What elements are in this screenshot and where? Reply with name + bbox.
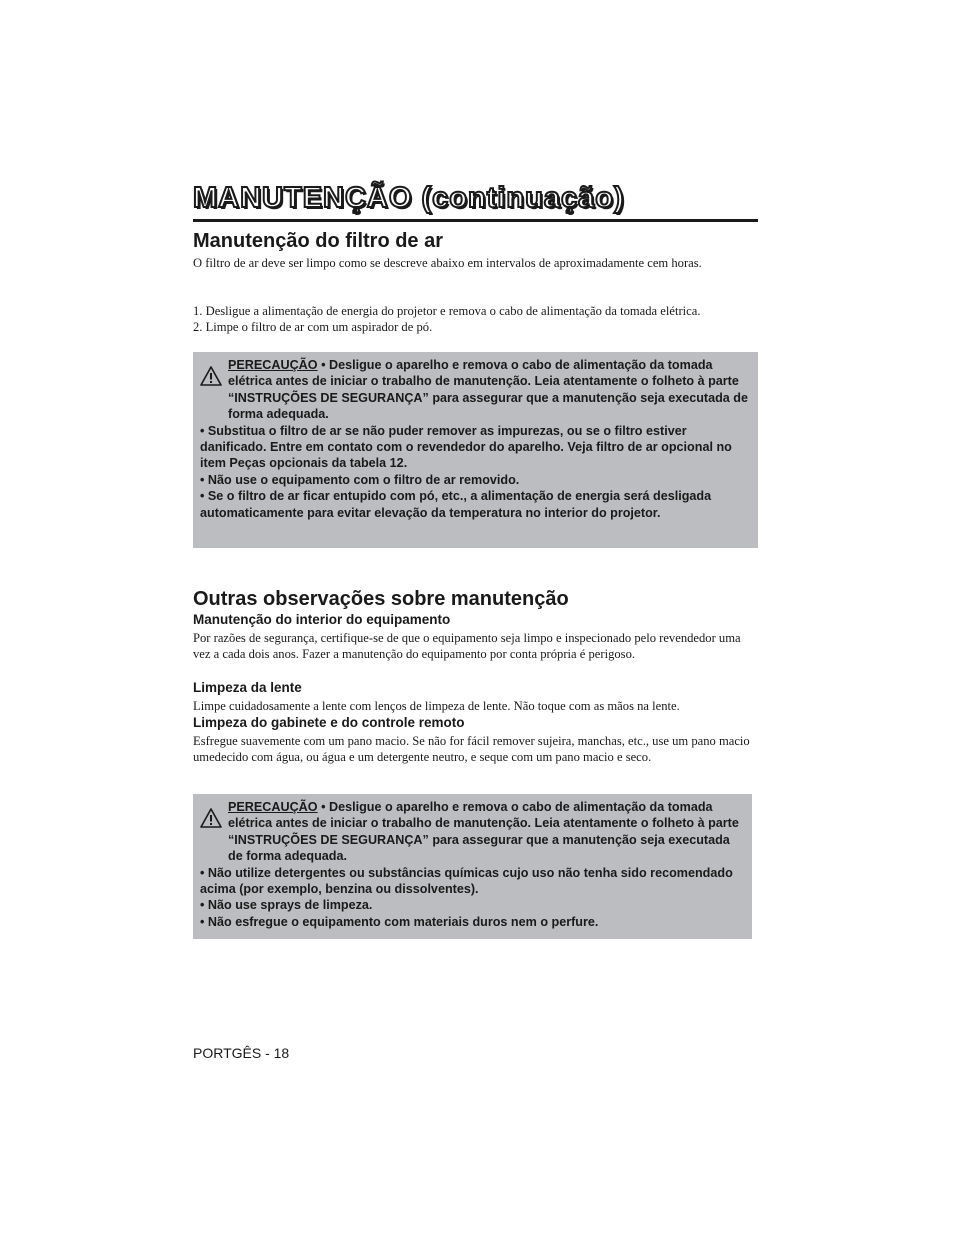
caution-text: • Desligue o aparelho e remova o cabo de alimentação da tomada elétrica antes de iniciar o trabalho de manutenção. Leia atentamente o folheto à parte “INSTRUÇÕES DE SEGURANÇA” para assegurar que a manutenção seja executada de forma adequada.	[228, 800, 739, 864]
caution-label: PERECAUÇÃO	[228, 800, 318, 814]
page-title: MANUTENÇÃO (continuação)	[193, 182, 625, 214]
warning-triangle-icon	[200, 366, 222, 386]
section-heading-other-maintenance: Outras observações sobre manutenção	[193, 588, 569, 610]
page-footer: PORTGÊS - 18	[193, 1045, 290, 1061]
subsection-text-interior: Por razões de segurança, certifique-se de que o equipamento seja limpo e inspecionado pelo revendedor uma vez a cada dois anos. Fazer a manutenção do equipamento por conta própria é perigoso.	[193, 631, 741, 662]
caution-box-cleaning	[193, 794, 752, 939]
caution-text: • Desligue o aparelho e remova o cabo de alimentação da tomada elétrica antes de iniciar o trabalho de manutenção. Leia atentamente o folheto à parte “INSTRUÇÕES DE SEGURANÇA” para assegurar que a manutenção seja executada de forma adequada.	[228, 358, 749, 422]
subsection-title-interior: Manutenção do interior do equipamento	[193, 612, 451, 627]
section-heading-air-filter: Manutenção do filtro de ar	[193, 230, 444, 252]
caution-bullet: • Não use sprays de limpeza.	[200, 898, 373, 913]
air-filter-intro: O filtro de ar deve ser limpo como se descreve abaixo em intervalos de aproximadamente cem horas.	[193, 256, 702, 270]
caution-bullet: • Não utilize detergentes ou substâncias químicas cujo uso não tenha sido recomendado acima (por exemplo, benzina ou dissolventes).	[200, 865, 733, 897]
subsection-title-cabinet: Limpeza do gabinete e do controle remoto	[193, 715, 465, 730]
subsection-text-cabinet: Esfregue suavemente com um pano macio. Se não for fácil remover sujeira, manchas, etc., use um pano macio umedecido com água, ou água e um detergente neutro, e seque com um pano macio e seco.	[193, 734, 750, 765]
subsection-text-lens: Limpe cuidadosamente a lente com lenços de limpeza de lente. Não toque com as mãos na lente.	[193, 699, 680, 713]
air-filter-step-2: 2. Limpe o filtro de ar com um aspirador de pó.	[193, 320, 433, 334]
caution-bullet: • Não use o equipamento com o filtro de ar removido.	[200, 472, 520, 487]
caution-bullet: • Não esfregue o equipamento com materiais duros nem o perfure.	[200, 914, 599, 929]
caution-first-paragraph	[200, 357, 752, 423]
caution-label: PERECAUÇÃO	[228, 358, 318, 372]
caution-box-air-filter	[193, 352, 758, 548]
caution-first-paragraph	[200, 799, 746, 865]
caution-bullet: • Se o filtro de ar ficar entupido com pó, etc., a alimentação de energia será desligada automaticamente para evitar elevação da temperatura no interior do projetor.	[200, 489, 712, 520]
caution-bullet: • Substitua o filtro de ar se não puder remover as impurezas, ou se o filtro estiver danificado. Entre em contato com o revendedor do aparelho. Veja filtro de ar opcional no item Peças opcionais da tabela 12.	[200, 423, 732, 471]
warning-triangle-icon	[200, 808, 222, 828]
title-rule	[193, 219, 758, 222]
subsection-title-lens: Limpeza da lente	[193, 680, 302, 695]
air-filter-step-1: 1. Desligue a alimentação de energia do projetor e remova o cabo de alimentação da tomada elétrica.	[193, 304, 701, 318]
